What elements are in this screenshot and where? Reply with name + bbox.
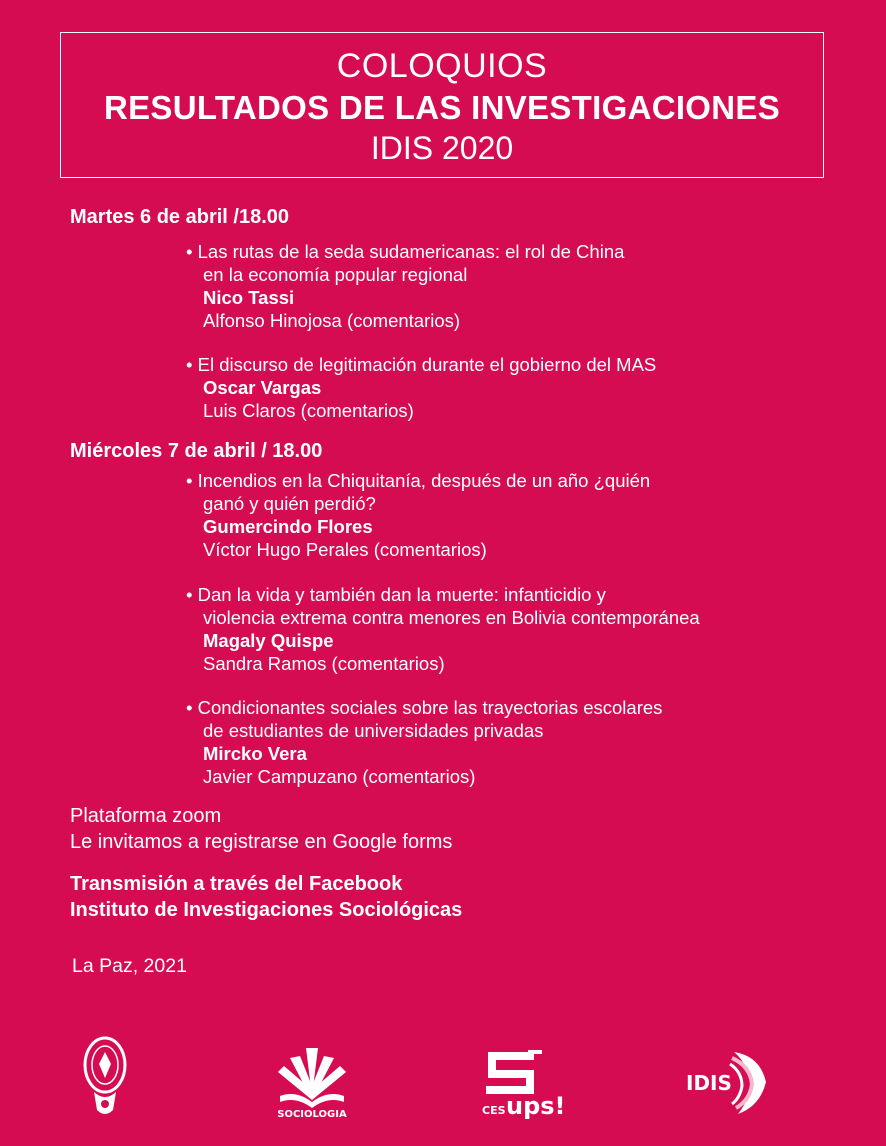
talk-commentator: Víctor Hugo Perales (comentarios) bbox=[203, 539, 487, 560]
ces-ups-logo bbox=[468, 1046, 566, 1120]
talk-item bbox=[186, 240, 624, 332]
talk-item bbox=[186, 696, 662, 788]
sociologia-logo-text: SOCIOLOGIA bbox=[277, 1109, 347, 1120]
idis-logo bbox=[680, 1046, 770, 1118]
ces-logo-text: CES bbox=[482, 1104, 506, 1117]
platform-info bbox=[70, 803, 452, 855]
sociologia-logo bbox=[272, 1046, 352, 1118]
talk-item bbox=[186, 469, 650, 561]
talk-presenter: Gumercindo Flores bbox=[203, 516, 373, 537]
ups-logo-text: ups! bbox=[506, 1092, 566, 1120]
talk-title-line: • El discurso de legitimación durante el gobierno del MAS bbox=[186, 354, 657, 375]
session-day-heading: Martes 6 de abril /18.00 bbox=[70, 206, 290, 228]
talk-title-line: ganó y quién perdió? bbox=[203, 493, 376, 514]
university-seal-logo bbox=[80, 1030, 130, 1120]
talk-title-line: en la economía popular regional bbox=[203, 264, 468, 285]
talk-commentator: Alfonso Hinojosa (comentarios) bbox=[203, 310, 461, 331]
talk-title-line: de estudiantes de universidades privadas bbox=[203, 720, 544, 741]
talk-commentator: Luis Claros (comentarios) bbox=[203, 400, 414, 421]
talk-title-line: • Condicionantes sociales sobre las trayectorias escolares bbox=[186, 697, 663, 718]
institute-line: Instituto de Investigaciones Sociológicas bbox=[70, 899, 463, 921]
talk-presenter: Oscar Vargas bbox=[203, 377, 322, 398]
talk-commentator: Javier Campuzano (comentarios) bbox=[203, 766, 476, 787]
talk-title-line: • Incendios en la Chiquitanía, después de un año ¿quién bbox=[186, 470, 651, 491]
title-box bbox=[60, 32, 824, 178]
platform-line: Plataforma zoom bbox=[70, 805, 222, 827]
event-series-title: COLOQUIOS bbox=[336, 47, 548, 85]
broadcast-info bbox=[70, 871, 462, 923]
event-year-title: IDIS 2020 bbox=[370, 130, 514, 166]
session-day-heading: Miércoles 7 de abril / 18.00 bbox=[70, 440, 323, 462]
talk-title-line: • Las rutas de la seda sudamericanas: el rol de China bbox=[186, 241, 625, 262]
broadcast-line: Transmisión a través del Facebook bbox=[70, 873, 403, 895]
talk-presenter: Magaly Quispe bbox=[203, 630, 334, 651]
registration-line: Le invitamos a registrarse en Google forms bbox=[70, 831, 453, 853]
idis-logo-text: IDIS bbox=[686, 1071, 732, 1095]
talk-title-line: violencia extrema contra menores en Bolivia contemporánea bbox=[203, 607, 700, 628]
talk-commentator: Sandra Ramos (comentarios) bbox=[203, 653, 445, 674]
talk-item bbox=[186, 583, 700, 675]
talk-item bbox=[186, 353, 656, 422]
event-main-title: RESULTADOS DE LAS INVESTIGACIONES bbox=[103, 89, 781, 126]
talk-presenter: Nico Tassi bbox=[203, 287, 295, 308]
talk-title-line: • Dan la vida y también dan la muerte: infanticidio y bbox=[186, 584, 606, 605]
talk-presenter: Mircko Vera bbox=[203, 743, 307, 764]
place-date: La Paz, 2021 bbox=[72, 955, 187, 977]
